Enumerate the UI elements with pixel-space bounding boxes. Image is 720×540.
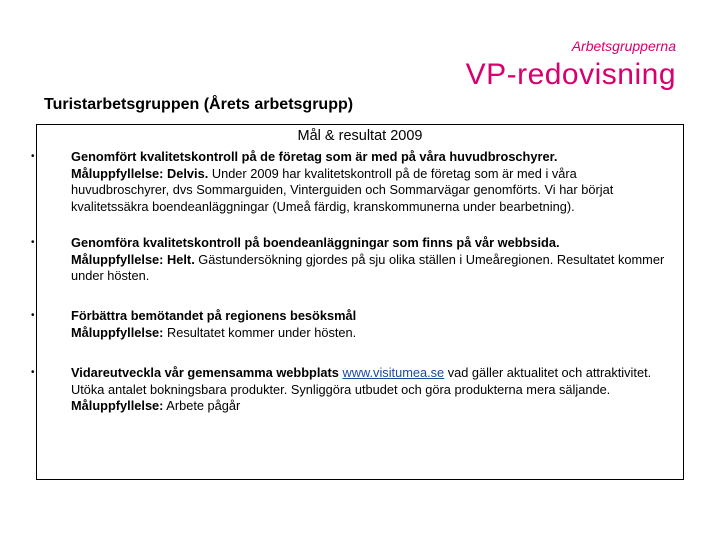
item-body [71,235,675,285]
bullet: • [31,151,35,162]
result-text: Under 2009 har kvalitetskontroll på de företag som är med i våra huvudbroschyrer, dvs Sommarguiden, Vinterguiden och Sommarvägar genomförts. Vi har börjat kvalitetssäkra boendeanläggningar (Umeå färdig, kranskommunerna under bearbetning). [71,165,614,214]
fulfillment-value: Delvis. [167,165,209,181]
item-body [71,365,675,415]
result-text: Gästundersökning gjordes på sju olika ställen i Umeåregionen. Resultatet kommer under hösten. [71,251,665,283]
group-label: Arbetsgrupperna [571,38,676,54]
page-title: VP-redovisning [465,58,676,91]
bullet: • [31,237,35,248]
item-body [71,308,675,341]
bullet: • [31,310,35,321]
result-text: Resultatet kommer under hösten. [163,324,357,340]
goals-box [31,124,684,480]
fulfillment-label: Måluppfyllelse: [71,398,164,413]
fulfillment-value: Helt. [167,251,195,267]
goal-text: Vidareutveckla vår gemensamma webbplats [71,365,343,380]
website-link[interactable]: www.visitumea.se [342,365,445,380]
box-title: Mål & resultat 2009 [297,128,423,144]
goal-text: Förbättra bemötandet på regionens besöksmål [71,308,357,323]
goal-text: Genomfört kvalitetskontroll på de företag som är med på våra huvudbroschyrer. [71,149,558,164]
fulfillment-label: Måluppfyllelse: [71,251,164,267]
bullet: • [31,367,35,378]
section-title: Turistarbetsgruppen (Årets arbetsgrupp) [44,96,354,113]
goal-text: Genomföra kvalitetskontroll på boendeanläggningar som finns på vår webbsida. [71,235,560,250]
item-body [71,149,675,215]
goal-text-rest: vad gäller aktualitet och attraktivitet. Utöka antalet bokningsbara produkter. Synliggöra utbudet och göra produkterna mera säljande. [71,365,652,397]
fulfillment-label: Måluppfyllelse: [71,165,164,181]
result-text: Arbete pågår [163,398,241,413]
fulfillment-label: Måluppfyllelse: [71,324,164,340]
